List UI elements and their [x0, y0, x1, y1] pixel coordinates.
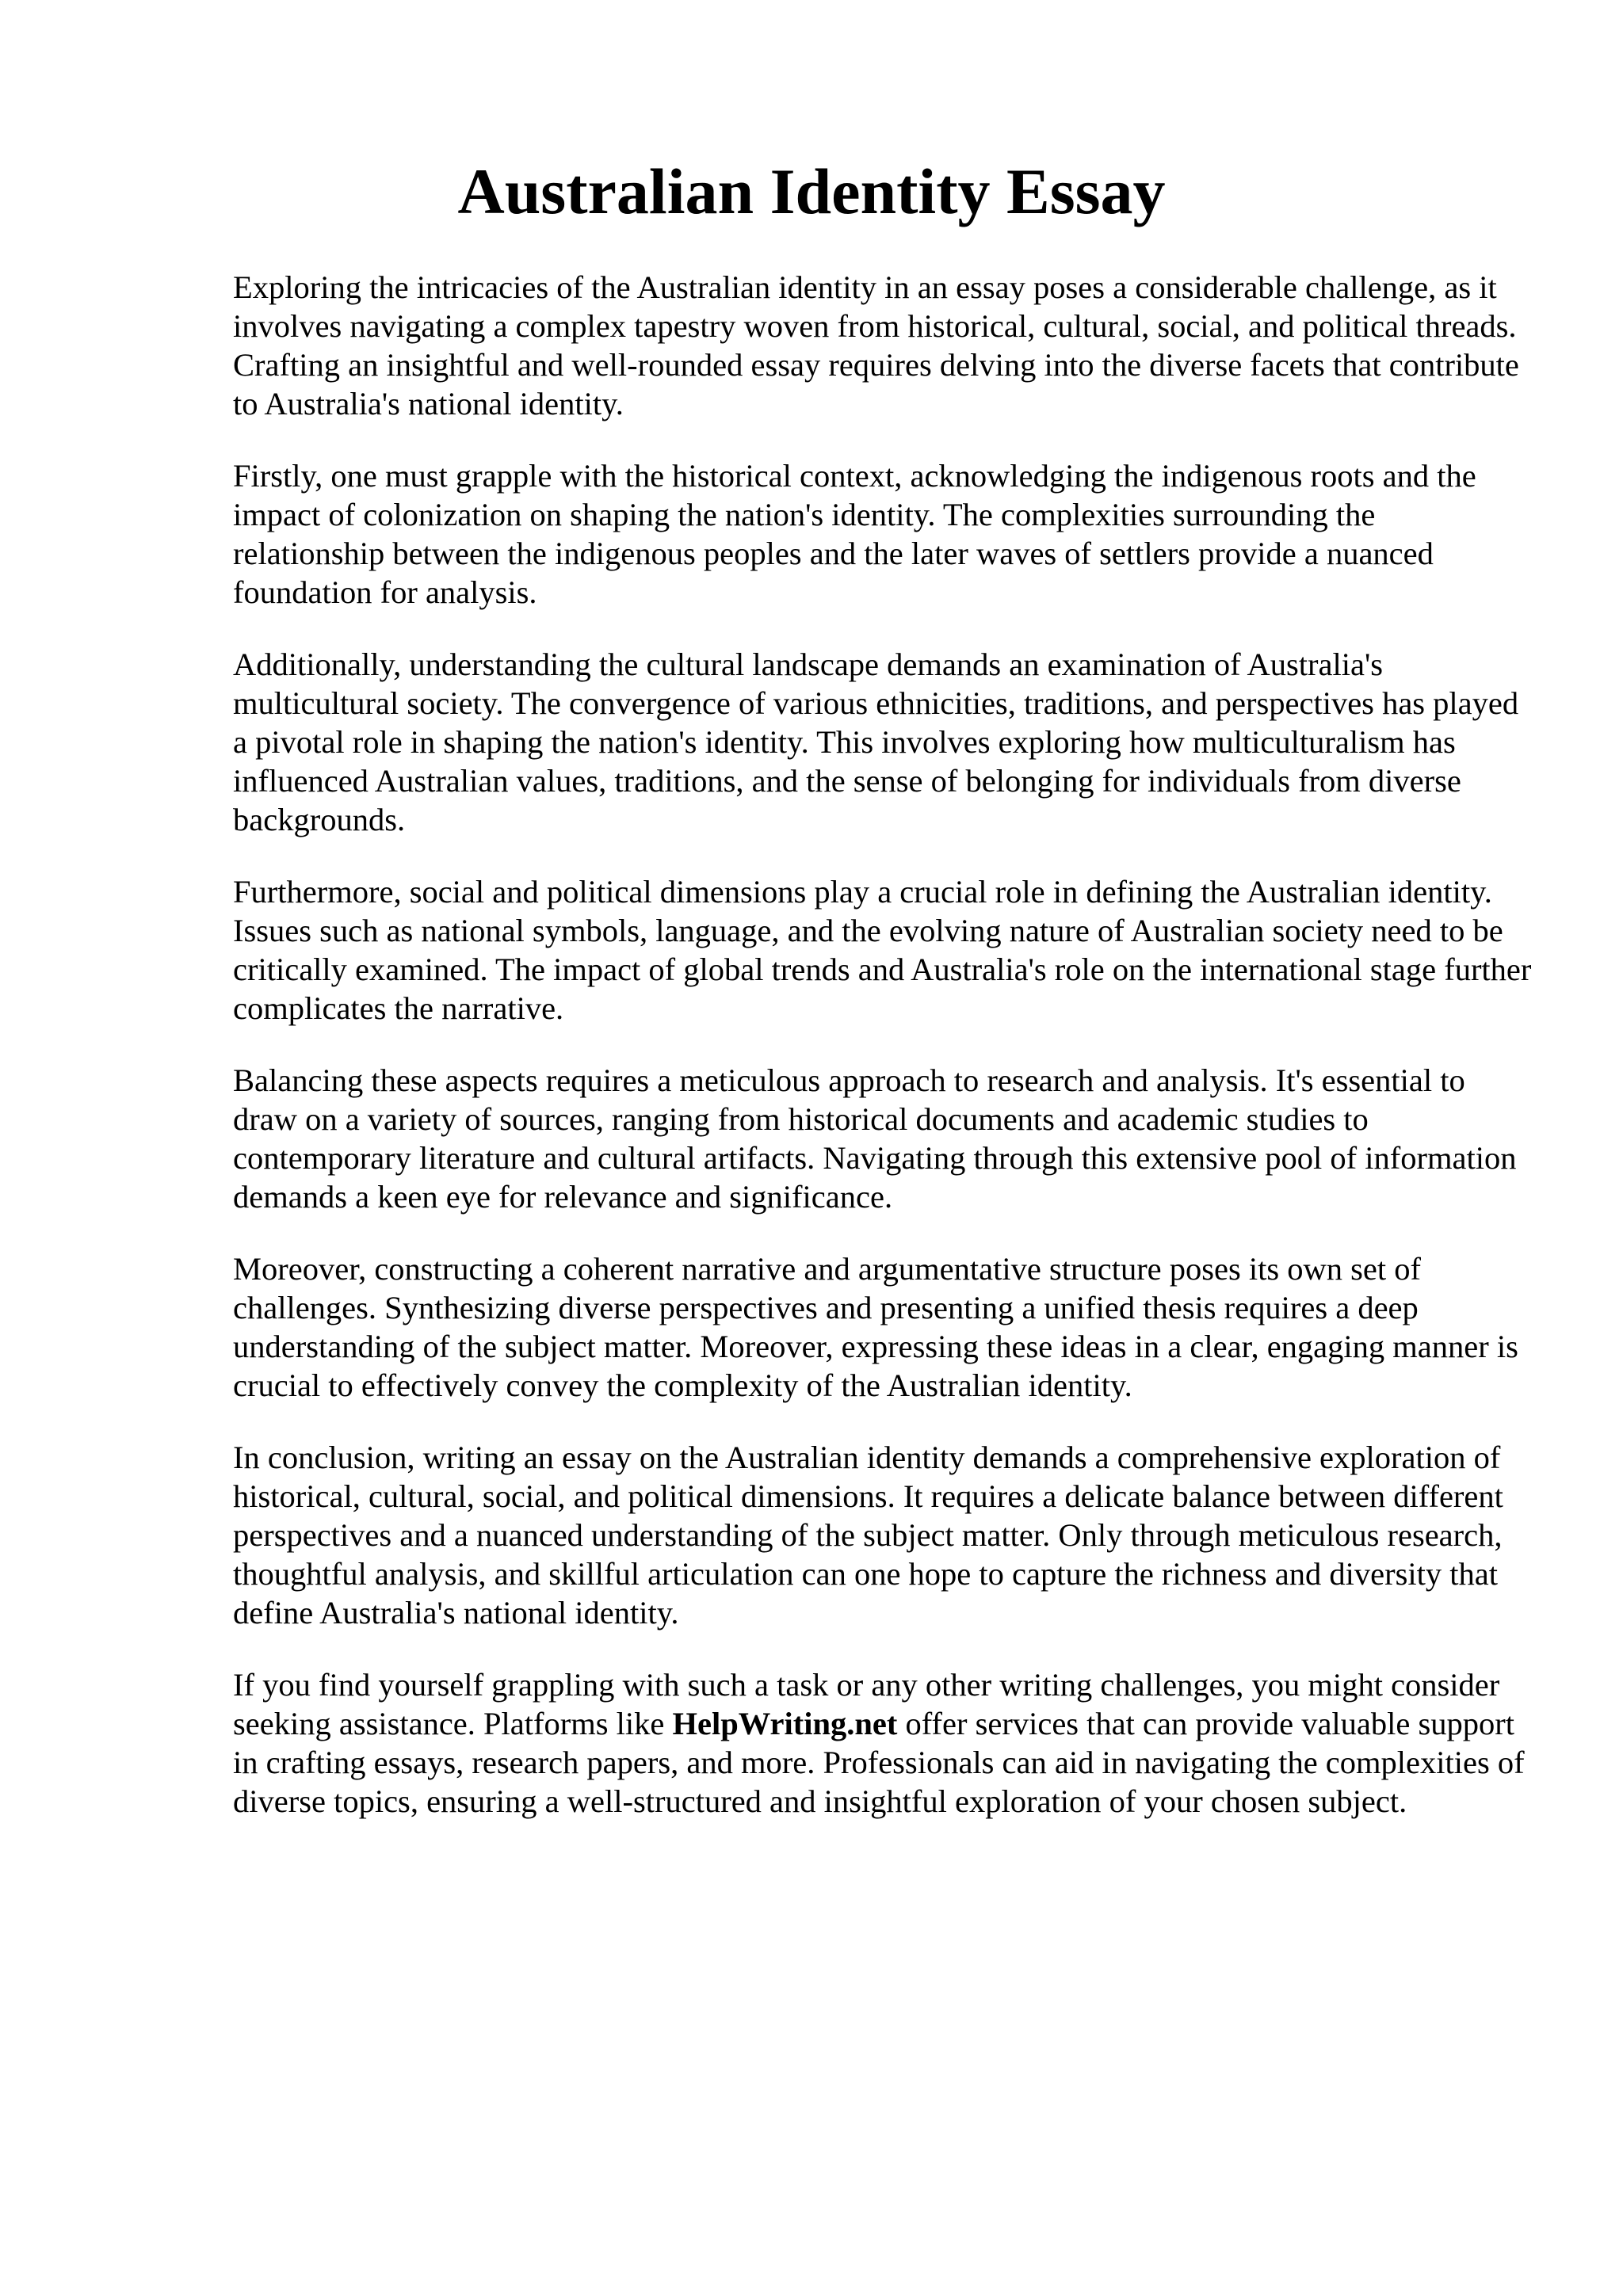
assistance-text-before: If you find yourself grappling with such a task or any other writing challenges, you might consider seeking assistance. Platforms like — [233, 1667, 1500, 1741]
paragraph-conclusion: In conclusion, writing an essay on the Australian identity demands a comprehensive exploration of historical, cultural, social, and political dimensions. It requires a delicate balance between different perspectives and a nuanced understanding of the subject matter. Only through meticulous research, thoughtful analysis, and skillful articulation can one hope to capture the richness and diversity that define Australia's national identity. — [233, 1440, 1503, 1630]
brand-name: HelpWriting.net — [672, 1706, 898, 1741]
paragraph-research: Balancing these aspects requires a meticulous approach to research and analysis. It's essential to draw on a variety of sources, ranging from historical documents and academic studies to contemporary literature and cultural artifacts. Navigating through this extensive pool of information demands a keen eye for relevance and significance. — [233, 1062, 1517, 1215]
paragraph-cultural: Additionally, understanding the cultural landscape demands an examination of Australia's multicultural society. The convergence of various ethnicities, traditions, and perspectives has played a pivotal role in shaping the nation's identity. This involves exploring how multiculturalism has influenced Australian values, traditions, and the sense of belonging for individuals from diverse backgrounds. — [233, 646, 1519, 837]
essay-body — [233, 268, 1533, 1854]
paragraph-structure: Moreover, constructing a coherent narrative and argumentative structure poses its own set of challenges. Synthesizing diverse perspectives and presenting a unified thesis requires a deep understanding of the subject matter. Moreover, expressing these ideas in a clear, engaging manner is crucial to effectively convey the complexity of the Australian identity. — [233, 1251, 1518, 1403]
paragraph-assistance — [233, 1665, 1533, 1821]
page-title: Australian Identity Essay — [457, 155, 1166, 227]
paragraph-intro: Exploring the intricacies of the Australian identity in an essay poses a considerable challenge, as it involves navigating a complex tapestry woven from historical, cultural, social, and political threads. Crafting an insightful and well-rounded essay requires delving into the diverse facets that contribute to Australia's national identity. — [233, 269, 1519, 421]
assistance-text-after: offer services that can provide valuable support in crafting essays, research papers, and more. Professionals can aid in navigating the complexities of diverse topics, ensuring a well-structured and insightful exploration of your chosen subject. — [233, 1706, 1525, 1819]
paragraph-historical: Firstly, one must grapple with the historical context, acknowledging the indigenous roots and the impact of colonization on shaping the nation's identity. The complexities surrounding the relationship between the indigenous peoples and the later waves of settlers provide a nuanced foundation for analysis. — [233, 458, 1476, 610]
paragraph-social-political: Furthermore, social and political dimensions play a crucial role in defining the Australian identity. Issues such as national symbols, language, and the evolving nature of Australian society need to be critically examined. The impact of global trends and Australia's role on the international stage further complicates the narrative. — [233, 874, 1532, 1026]
